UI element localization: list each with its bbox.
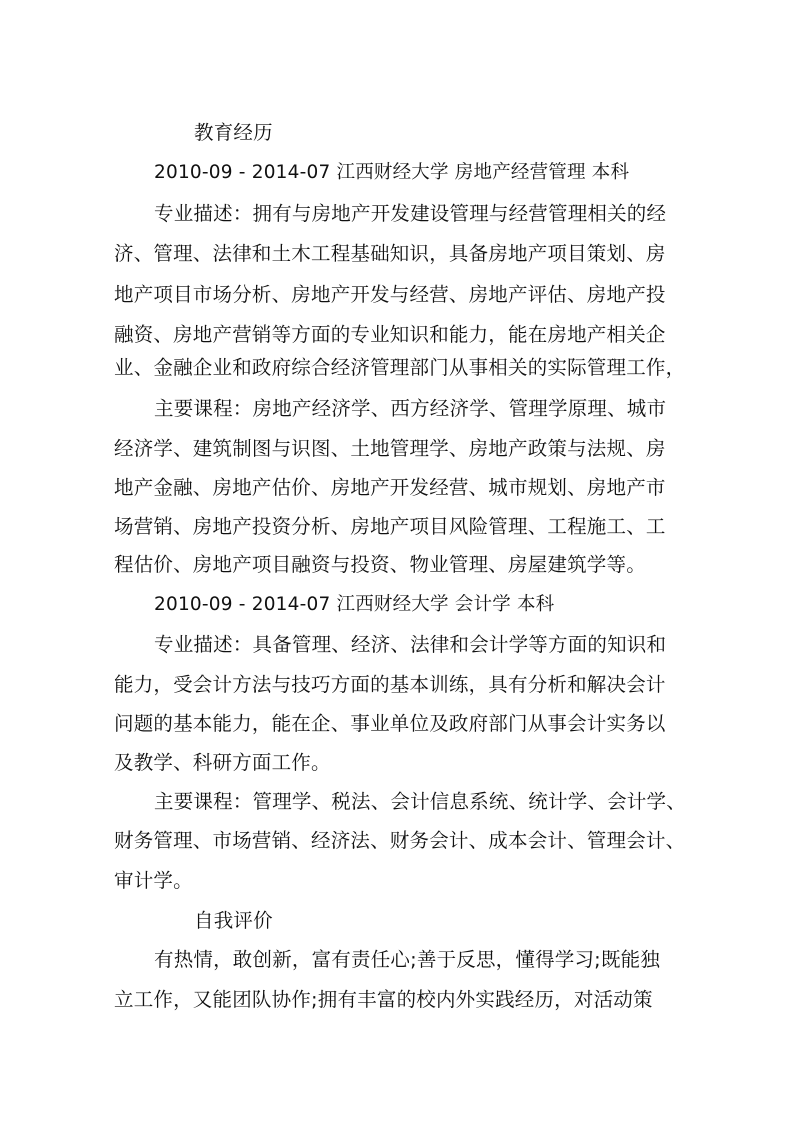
entry-1-description-line: 济、管理、法律和土木工程基础知识，具备房地产项目策划、房 xyxy=(114,242,666,265)
entry-1-courses-line: 主要课程：房地产经济学、西方经济学、管理学原理、城市 xyxy=(154,397,667,420)
entry-2-description-line: 专业描述：具备管理、经济、法律和会计学等方面的知识和 xyxy=(154,633,667,656)
education-entry-1-header: 2010-09 - 2014-07 江西财经大学 房地产经营管理 本科 xyxy=(154,162,630,183)
education-entry-2-header: 2010-09 - 2014-07 江西财经大学 会计学 本科 xyxy=(154,594,555,615)
entry-1-description-line: 业、金融企业和政府综合经济管理部门从事相关的实际管理工作， xyxy=(114,356,686,379)
self-evaluation-heading: 自我评价 xyxy=(194,909,273,932)
entry-1-courses-line: 场营销、房地产投资分析、房地产项目风险管理、工程施工、工 xyxy=(114,515,666,538)
entry-1-description-line: 专业描述：拥有与房地产开发建设管理与经营管理相关的经 xyxy=(154,202,667,225)
entry-2-courses-line: 主要课程：管理学、税法、会计信息系统、统计学、会计学、 xyxy=(154,790,686,813)
entry-1-courses-line: 经济学、建筑制图与识图、土地管理学、房地产政策与法规、房 xyxy=(114,437,666,460)
self-evaluation-line: 有热情，敢创新，富有责任心;善于反思，懂得学习;既能独 xyxy=(154,948,661,971)
entry-2-description-line: 及教学、科研方面工作。 xyxy=(114,751,331,774)
entry-1-description-line: 融资、房地产营销等方面的专业知识和能力，能在房地产相关企 xyxy=(114,323,666,346)
entry-1-description-line: 地产项目市场分析、房地产开发与经营、房地产评估、房地产投 xyxy=(114,283,666,306)
entry-2-description-line: 能力，受会计方法与技巧方面的基本训练，具有分析和解决会计 xyxy=(114,673,666,696)
entry-1-courses-line: 程估价、房地产项目融资与投资、物业管理、房屋建筑学等。 xyxy=(114,553,646,576)
self-evaluation-line: 立工作，又能团队协作;拥有丰富的校内外实践经历，对活动策 xyxy=(114,988,653,1011)
entry-2-courses-line: 审计学。 xyxy=(114,869,193,892)
entry-2-courses-line: 财务管理、市场营销、经济法、财务会计、成本会计、管理会计、 xyxy=(114,829,686,852)
entry-2-description-line: 问题的基本能力，能在企、事业单位及政府部门从事会计实务以 xyxy=(114,712,666,735)
education-heading: 教育经历 xyxy=(194,121,273,144)
entry-1-courses-line: 地产金融、房地产估价、房地产开发经营、城市规划、房地产市 xyxy=(114,476,666,499)
